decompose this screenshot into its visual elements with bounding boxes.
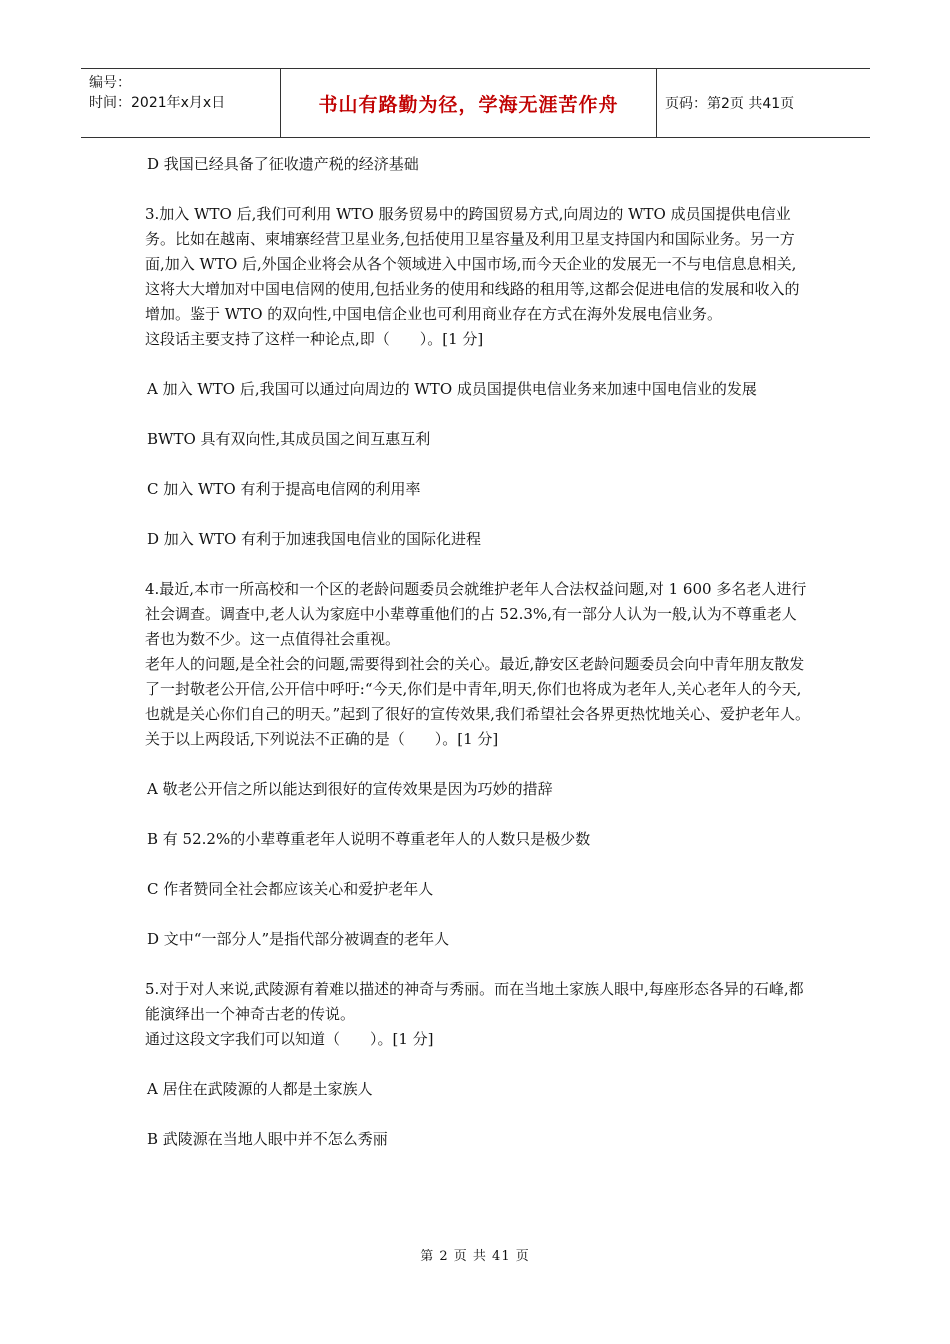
question-paragraph: 4.最近,本市一所高校和一个区的老龄问题委员会就维护老年人合法权益问题,对 1 600 多名老人进行社会调查。调查中,老人认为家庭中小辈尊重他们的占 52.3%,有一部分人认为一般,认为不尊重老人者也为数不少。这一点值得社会重视。: [145, 580, 807, 648]
document-body: [145, 152, 810, 1152]
paragraph-spacer: [145, 502, 810, 527]
answer-option: C 作者赞同全社会都应该关心和爱护老年人: [147, 880, 434, 898]
question-paragraph: 3.加入 WTO 后,我们可利用 WTO 服务贸易中的跨国贸易方式,向周边的 WTO 成员国提供电信业务。比如在越南、柬埔寨经营卫星业务,包括使用卫星容量及利用卫星支持国内和国际业务。另一方面,加入 WTO 后,外国企业将会从各个领域进入中国市场,而今天企业的发展无一不与电信息息相关,这将大大增加对中国电信网的使用,包括业务的使用和线路的租用等,这都会促进电信的发展和收入的增加。鉴于 WTO 的双向性,中国电信企业也可利用商业存在方式在海外发展电信业务。: [145, 205, 800, 323]
answer-option: D 加入 WTO 有利于加速我国电信业的国际化进程: [147, 530, 482, 548]
answer-option: B 武陵源在当地人眼中并不怎么秀丽: [147, 1130, 388, 1148]
question-paragraph: 5.对于对人来说,武陵源有着难以描述的神奇与秀丽。而在当地土家族人眼中,每座形态各异的石峰,都能演绎出一个神奇古老的传说。: [145, 980, 804, 1023]
paragraph-spacer: [145, 1052, 810, 1077]
paragraph-spacer: [145, 952, 810, 977]
paragraph-spacer: [145, 352, 810, 377]
paragraph-spacer: [145, 802, 810, 827]
paragraph-spacer: [145, 402, 810, 427]
answer-option: A 居住在武陵源的人都是土家族人: [147, 1080, 373, 1098]
answer-option: D 文中“一部分人”是指代部分被调查的老年人: [147, 930, 450, 948]
question-paragraph: 关于以上两段话,下列说法不正确的是（ ）。[1 分]: [145, 730, 499, 748]
page-header: [81, 68, 870, 138]
paragraph-spacer: [145, 1102, 810, 1127]
document-number-label: 编号：: [89, 75, 131, 91]
paragraph-spacer: [145, 452, 810, 477]
paragraph-spacer: [145, 902, 810, 927]
paragraph-spacer: [145, 552, 810, 577]
paragraph-spacer: [145, 752, 810, 777]
answer-option: BWTO 具有双向性,其成员国之间互惠互利: [147, 430, 431, 448]
page-footer: 第 2 页 共 41 页: [420, 1249, 530, 1264]
header-motto: 书山有路勤为径，学海无涯苦作舟: [281, 69, 657, 137]
answer-option: D 我国已经具备了征收遗产税的经济基础: [147, 155, 419, 173]
answer-option: C 加入 WTO 有利于提高电信网的利用率: [147, 480, 421, 498]
header-meta: [81, 69, 281, 137]
answer-option: A 加入 WTO 后,我国可以通过向周边的 WTO 成员国提供电信业务来加速中国电信业的发展: [147, 380, 757, 398]
paragraph-spacer: [145, 852, 810, 877]
question-paragraph: 通过这段文字我们可以知道（ ）。[1 分]: [145, 1030, 434, 1048]
question-paragraph: 这段话主要支持了这样一种论点,即（ ）。[1 分]: [145, 330, 484, 348]
answer-option: B 有 52.2%的小辈尊重老年人说明不尊重老年人的人数只是极少数: [147, 830, 591, 848]
answer-option: A 敬老公开信之所以能达到很好的宣传效果是因为巧妙的措辞: [147, 780, 553, 798]
paragraph-spacer: [145, 177, 810, 202]
document-time-label: 时间：2021年x月x日: [89, 95, 226, 111]
question-paragraph: 老年人的问题,是全社会的问题,需要得到社会的关心。最近,静安区老龄问题委员会向中青年朋友散发了一封敬老公开信,公开信中呼吁:“今天,你们是中青年,明天,你们也将成为老年人,关心老年人的今天,也就是关心你们自己的明天。”起到了很好的宣传效果,我们希望社会各界更热忱地关心、爱护老年人。: [145, 655, 810, 723]
header-page-code: 页码：第2页 共41页: [665, 96, 795, 112]
